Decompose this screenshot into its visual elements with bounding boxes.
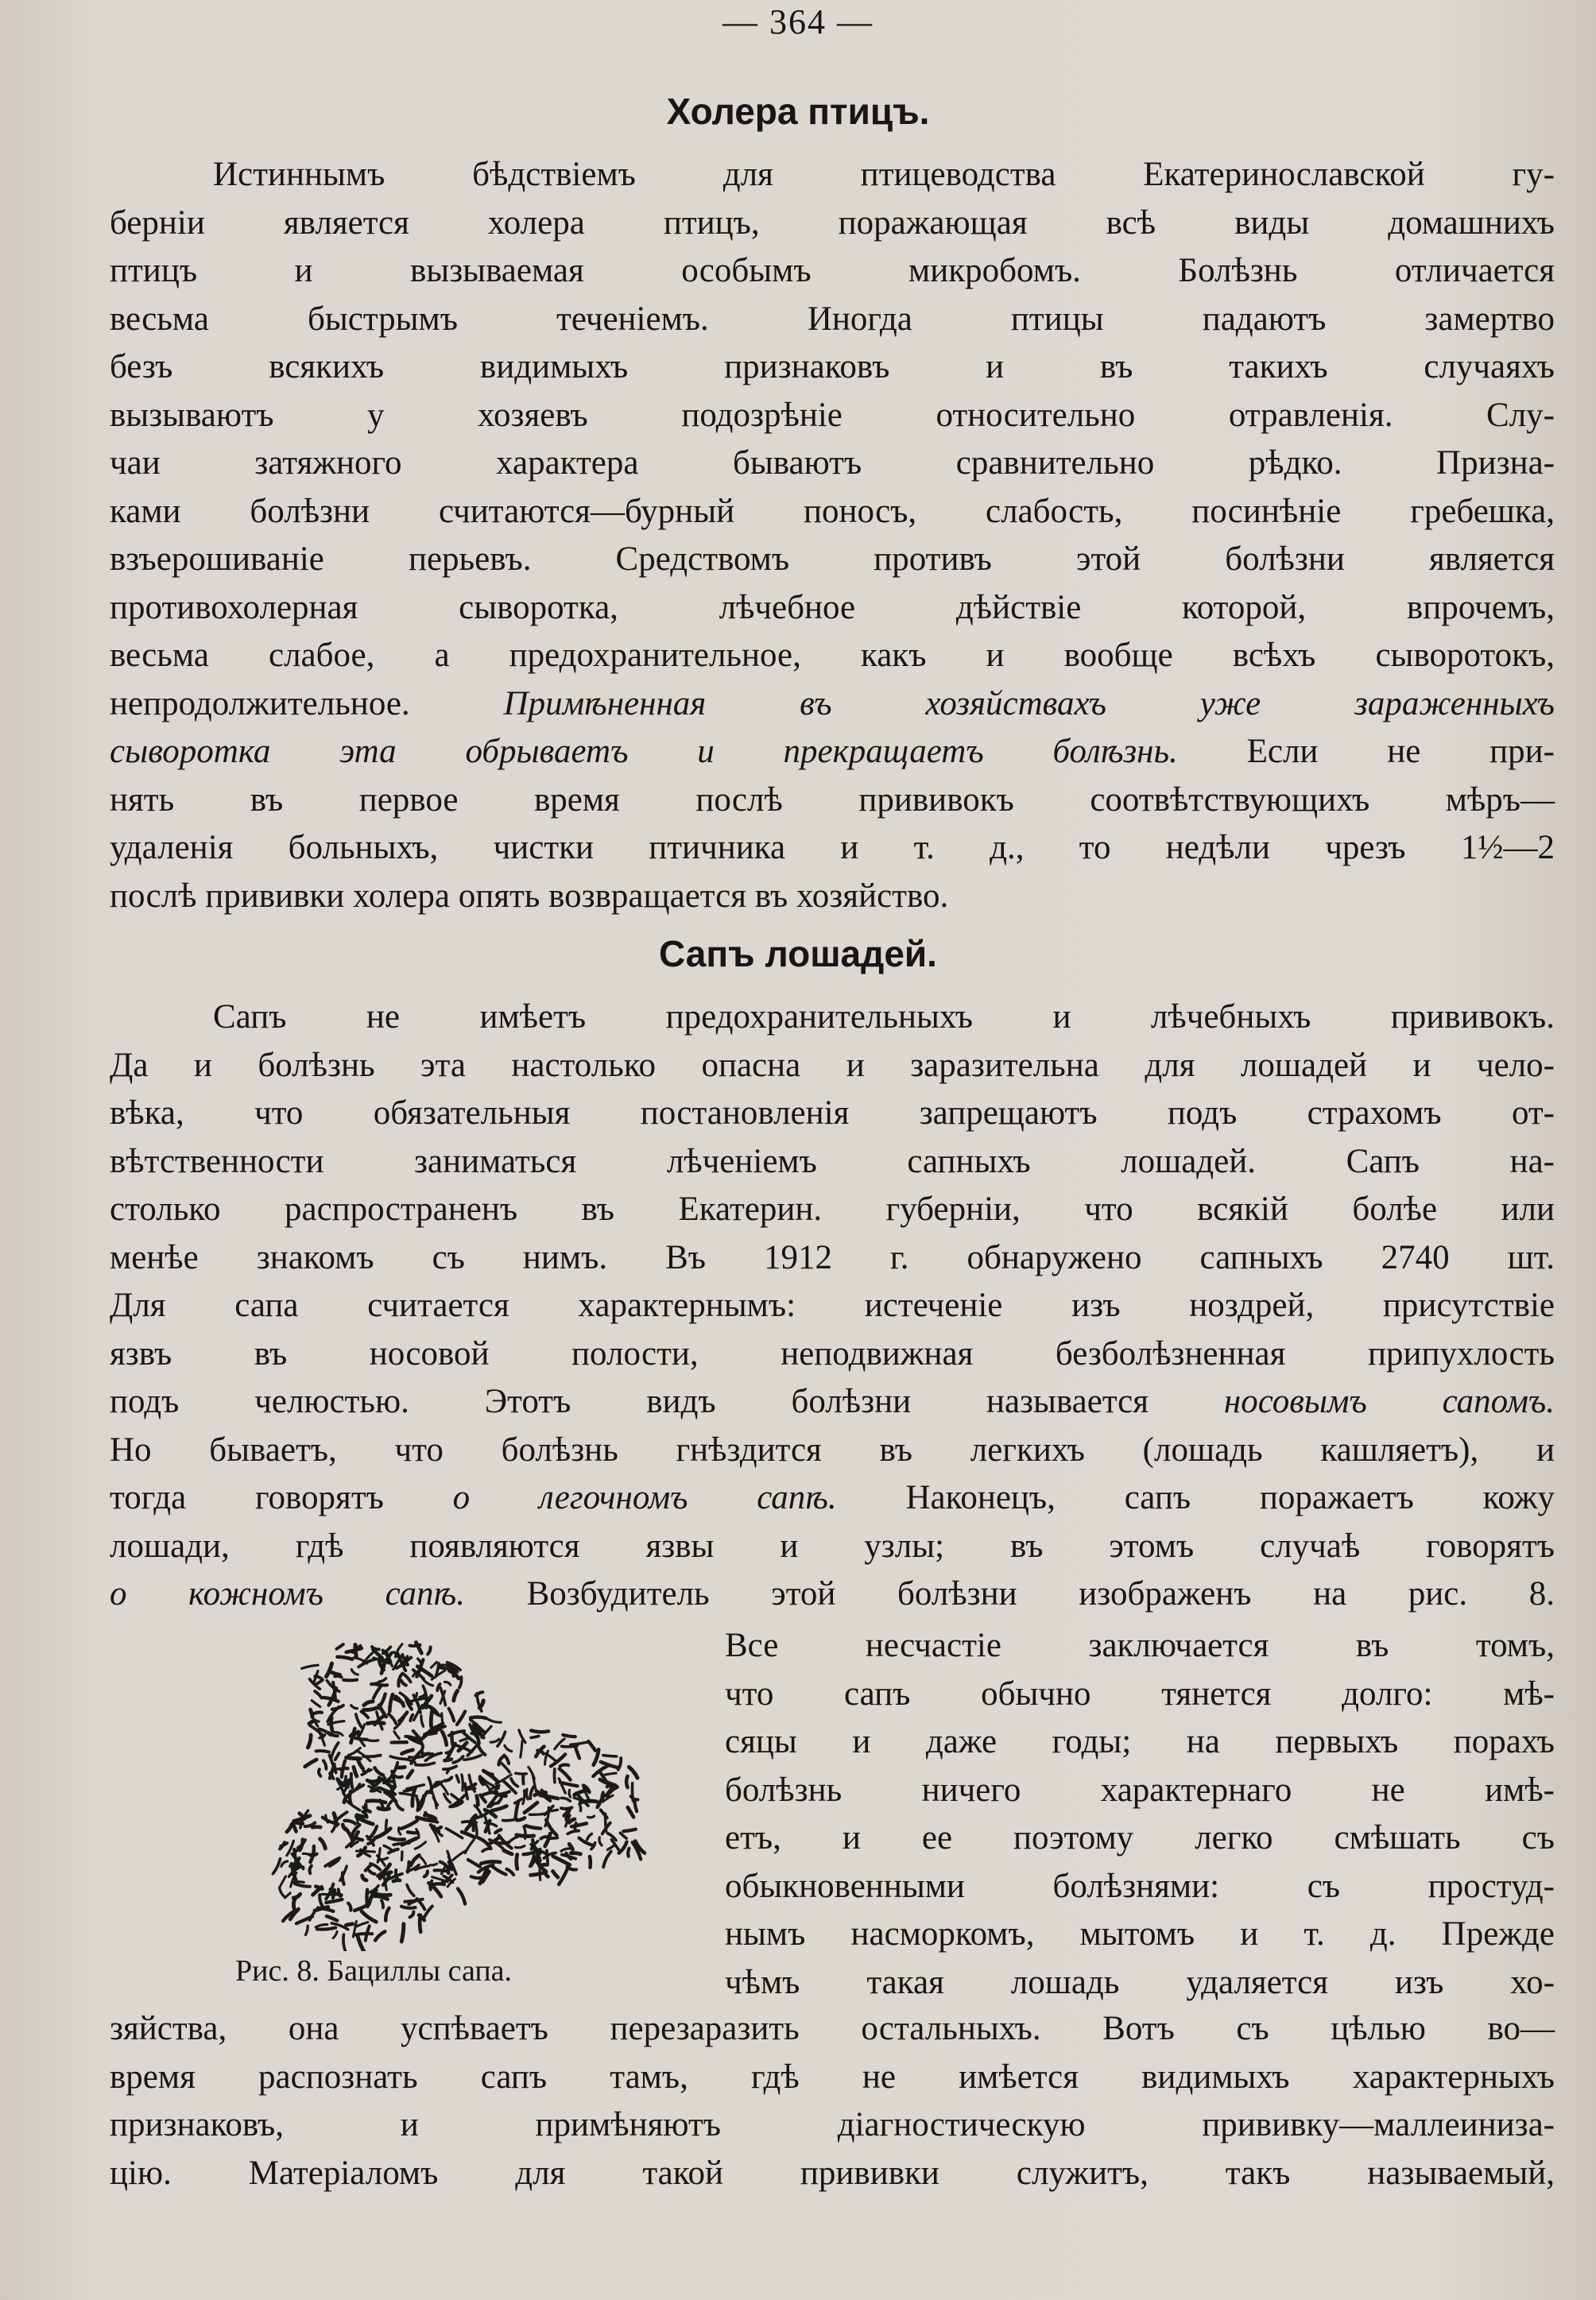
bacillus-mark — [358, 1935, 364, 1951]
bacillus-mark — [579, 1804, 581, 1811]
bacillus-mark — [511, 1779, 517, 1787]
bacillus-mark — [467, 1788, 475, 1789]
bacillus-mark — [285, 1893, 291, 1898]
bacillus-mark — [442, 1713, 443, 1727]
bacillus-mark — [605, 1773, 616, 1775]
bacillus-mark — [287, 1825, 292, 1832]
bacillus-mark — [462, 1775, 463, 1791]
bacillus-mark — [529, 1814, 547, 1815]
section-heading-fowl-cholera: Холера птицъ. — [666, 91, 930, 132]
bacillus-mark — [273, 1859, 280, 1874]
bacillus-mark — [292, 1823, 296, 1831]
bacillus-mark — [364, 1702, 373, 1706]
bacillus-mark — [348, 1903, 351, 1911]
bacillus-mark — [316, 1887, 322, 1889]
bacillus-mark — [451, 1795, 461, 1802]
bacillus-mark — [482, 1792, 497, 1796]
bacillus-mark — [418, 1659, 422, 1664]
bacillus-mark — [354, 1767, 357, 1776]
bacillus-mark — [516, 1846, 525, 1848]
bacillus-mark — [521, 1741, 522, 1757]
bacillus-mark — [319, 1769, 320, 1776]
italic-emphasis: Примѣненная въ хозяйствахъ уже зараженныхъ — [503, 684, 1555, 722]
bacillus-mark — [492, 1806, 507, 1810]
bacillus-mark — [364, 1708, 378, 1710]
text-line: Для сапа считается характернымъ: истеченіе изъ ноздрей, присутствіе — [110, 1287, 1555, 1324]
bacillus-mark — [317, 1928, 335, 1930]
bacillus-mark — [374, 1685, 382, 1698]
bacillus-mark — [444, 1767, 456, 1770]
bacillus-mark — [575, 1823, 576, 1831]
bacillus-mark — [397, 1804, 403, 1810]
text-line: вѣтственности заниматься лѣченіемъ сапныхъ лошадей. Сапъ на- — [110, 1142, 1555, 1180]
section-heading-glanders: Сапъ лошадей. — [659, 933, 937, 974]
bacillus-mark — [356, 1714, 362, 1729]
bacillus-mark — [416, 1763, 435, 1765]
bacillus-mark — [318, 1908, 333, 1911]
bacillus-mark — [392, 1763, 397, 1775]
bacillus-mark — [568, 1831, 579, 1834]
bacillus-mark — [495, 1842, 509, 1843]
text-line: тогда говорятъ о легочномъ сапѣ. Наконецъ, сапъ поражаетъ кожу — [110, 1479, 1555, 1516]
bacillus-mark — [343, 1934, 346, 1951]
bacillus-mark — [471, 1733, 478, 1734]
bacillus-mark — [401, 1821, 417, 1829]
bacillus-mark — [367, 1722, 384, 1723]
bacillus-mark — [358, 1818, 373, 1824]
bacillus-mark — [471, 1876, 482, 1878]
text-line: язвъ въ носовой полости, неподвижная безболѣзненная припухлость — [110, 1334, 1555, 1373]
bacillus-mark — [451, 1733, 453, 1748]
bacillus-mark — [302, 1665, 319, 1668]
bacillus-mark — [293, 1882, 304, 1883]
bacillus-mark — [550, 1838, 558, 1839]
bacillus-mark — [316, 1751, 330, 1752]
text-line: чѣмъ такая лошадь удаляется изъ хо- — [725, 1963, 1555, 2001]
bacillus-mark — [505, 1745, 512, 1751]
bacillus-mark — [347, 1924, 353, 1926]
bacillus-mark — [410, 1912, 414, 1918]
bacillus-mark — [389, 1714, 396, 1724]
bacillus-mark — [531, 1737, 539, 1738]
bacilli-illustration-icon — [223, 1633, 652, 1951]
bacillus-mark — [619, 1842, 627, 1853]
bacillus-mark — [446, 1749, 451, 1752]
text-line: весьма слабое, а предохранительное, какъ и вообще всѣхъ сыворотокъ, — [110, 637, 1555, 674]
bacillus-mark — [379, 1679, 386, 1682]
text-line: етъ, и ее поэтому легко смѣшать съ — [725, 1819, 1555, 1857]
bacillus-mark — [560, 1764, 568, 1766]
text-line: время распознать сапъ тамъ, гдѣ не имѣется видимыхъ характерныхъ — [110, 2058, 1555, 2096]
bacillus-mark — [399, 1713, 407, 1721]
bacillus-mark — [401, 1681, 406, 1686]
bacillus-mark — [356, 1838, 362, 1841]
bacillus-mark — [356, 1851, 374, 1852]
bacillus-mark — [385, 1908, 389, 1921]
text-line: лошади, гдѣ появляются язвы и узлы; въ этомъ случаѣ говорятъ — [110, 1527, 1555, 1565]
bacillus-mark — [603, 1852, 611, 1868]
bacillus-mark — [331, 1717, 333, 1731]
bacillus-mark — [293, 1898, 295, 1909]
bacillus-mark — [367, 1801, 385, 1802]
bacillus-mark — [560, 1769, 571, 1780]
bacillus-mark — [607, 1845, 615, 1849]
bacillus-mark — [394, 1732, 399, 1739]
text-line: подъ челюстью. Этотъ видъ болѣзни называется носовымъ сапомъ. — [110, 1383, 1555, 1420]
bacillus-mark — [344, 1821, 355, 1824]
bacillus-mark — [456, 1775, 459, 1783]
bacillus-mark — [408, 1771, 413, 1778]
bacillus-mark — [468, 1860, 480, 1867]
bacillus-mark — [316, 1680, 323, 1684]
bacillus-mark — [506, 1869, 513, 1875]
bacillus-mark — [315, 1691, 321, 1698]
bacillus-mark — [523, 1791, 525, 1804]
text-line: цію. Матеріаломъ для такой прививки служитъ, такъ называемый, — [110, 2154, 1555, 2192]
bacillus-mark — [335, 1753, 339, 1760]
text-line: безъ всякихъ видимыхъ признаковъ и въ такихъ случаяхъ — [110, 348, 1555, 385]
text-line: чаи затяжного характера бываютъ сравнительно рѣдко. Призна- — [110, 444, 1555, 482]
bacillus-mark — [526, 1789, 528, 1799]
text-line: столько распространенъ въ Екатерин. губерніи, что всякій болѣе или — [110, 1191, 1555, 1228]
bacillus-mark — [369, 1871, 374, 1874]
text-line: взъерошиваніе перьевъ. Средствомъ противъ этой болѣзни является — [110, 540, 1555, 578]
italic-emphasis: сыворотка эта обрываетъ и прекращаетъ болѣзнь. — [110, 733, 1178, 770]
bacillus-mark — [449, 1709, 454, 1721]
bacillus-mark — [431, 1710, 432, 1726]
bacillus-mark — [394, 1775, 402, 1777]
bacillus-mark — [337, 1644, 343, 1649]
bacillus-mark — [561, 1798, 570, 1801]
bacillus-mark — [492, 1866, 506, 1874]
bacillus-mark — [384, 1845, 393, 1851]
bacillus-mark — [453, 1756, 463, 1763]
bacillus-mark — [445, 1778, 452, 1781]
bacillus-mark — [316, 1925, 327, 1927]
bacillus-mark — [441, 1868, 444, 1874]
bacillus-mark — [503, 1819, 516, 1820]
text-line: птицъ и вызываемая особымъ микробомъ. Болѣзнь отличается — [110, 252, 1555, 289]
bacillus-mark — [587, 1833, 592, 1840]
bacillus-mark — [442, 1732, 447, 1745]
text-line: Но бываетъ, что болѣзнь гнѣздится въ легкихъ (лошадь кашляетъ), и — [110, 1431, 1555, 1469]
paragraph-fowl-cholera — [110, 151, 1555, 920]
bacillus-mark — [407, 1885, 414, 1896]
bacillus-mark — [305, 1760, 317, 1767]
bacillus-mark — [628, 1849, 629, 1857]
bacillus-mark — [362, 1911, 376, 1922]
text-line: Да и болѣзнь эта настолько опасна и заразительна для лошадей и чело- — [110, 1046, 1555, 1084]
paragraph-glanders — [110, 993, 1555, 1619]
bacillus-mark — [559, 1779, 565, 1793]
italic-emphasis: носовымъ сапомъ. — [1223, 1383, 1555, 1420]
bacillus-mark — [295, 1884, 310, 1887]
bacillus-mark — [446, 1829, 462, 1838]
bacillus-mark — [629, 1767, 637, 1778]
bacillus-mark — [504, 1850, 512, 1854]
bacillus-mark — [517, 1835, 534, 1836]
bacillus-mark — [517, 1818, 525, 1820]
paragraph-glanders-wrap — [725, 1622, 1555, 2007]
bacillus-mark — [471, 1717, 486, 1718]
bacillus-mark — [333, 1931, 337, 1938]
bacillus-mark — [424, 1872, 428, 1877]
bacillus-mark — [363, 1770, 371, 1771]
bacillus-mark — [428, 1648, 430, 1655]
bacillus-mark — [355, 1644, 357, 1656]
bacillus-mark — [430, 1864, 436, 1865]
bacillus-mark — [588, 1816, 595, 1818]
paragraph-glanders-tail — [110, 2005, 1555, 2197]
bacillus-mark — [347, 1757, 361, 1758]
bacillus-mark — [357, 1815, 364, 1817]
bacillus-mark — [497, 1791, 509, 1795]
bacillus-mark — [620, 1833, 626, 1838]
bacillus-mark — [477, 1796, 478, 1806]
italic-emphasis: о легочномъ сапѣ. — [452, 1479, 837, 1516]
text-line: послѣ прививки холера опять возвращается въ хозяйство. — [110, 877, 949, 915]
text-line: весьма быстрымъ теченіемъ. Иногда птицы падаютъ замертво — [110, 300, 1555, 338]
bacillus-mark — [575, 1746, 579, 1758]
text-line: Истиннымъ бѣдствіемъ для птицеводства Екатеринославской гу- — [213, 156, 1555, 193]
bacillus-mark — [308, 1735, 311, 1748]
bacillus-mark — [421, 1716, 424, 1726]
bacillus-mark — [571, 1853, 580, 1854]
bacillus-mark — [415, 1842, 425, 1849]
bacillus-mark — [571, 1742, 588, 1744]
bacillus-mark — [343, 1680, 357, 1681]
bacillus-mark — [481, 1861, 500, 1863]
bacillus-mark — [401, 1924, 404, 1942]
bacillus-mark — [525, 1802, 537, 1813]
bacillus-mark — [320, 1839, 326, 1849]
bacillus-mark — [409, 1645, 420, 1646]
text-line: обыкновенными болѣзнями: съ простуд- — [725, 1867, 1555, 1905]
bacillus-mark — [490, 1739, 499, 1742]
bacillus-mark — [530, 1787, 534, 1799]
bacillus-mark — [333, 1890, 335, 1898]
text-line: менѣе знакомъ съ нимъ. Въ 1912 г. обнаружено сапныхъ 2740 шт. — [110, 1238, 1555, 1276]
bacillus-mark — [445, 1682, 451, 1685]
bacillus-mark — [569, 1790, 571, 1797]
bacillus-mark — [326, 1899, 342, 1903]
bacillus-mark — [411, 1855, 420, 1865]
bacillus-mark — [599, 1837, 602, 1845]
bacillus-mark — [351, 1706, 358, 1709]
bacillus-mark — [536, 1857, 538, 1863]
text-line: что сапъ обычно тянется долго: мѣ- — [725, 1675, 1555, 1713]
bacillus-mark — [402, 1674, 410, 1682]
figure-caption: Рис. 8. Бациллы сапа. — [235, 1954, 513, 1988]
bacillus-mark — [339, 1889, 341, 1896]
bacillus-mark — [410, 1715, 413, 1721]
bacillus-mark — [590, 1857, 591, 1868]
bacillus-mark — [540, 1837, 547, 1839]
bacillus-mark — [453, 1850, 467, 1861]
bacillus-mark — [312, 1701, 320, 1707]
bacillus-mark — [526, 1826, 541, 1828]
bacillus-mark — [346, 1800, 360, 1810]
bacillus-mark — [342, 1761, 345, 1778]
text-line: вызываютъ у хозяевъ подозрѣніе относительно отравленія. Слу- — [110, 396, 1555, 434]
text-line: сяцы и даже годы; на первыхъ порахъ — [725, 1723, 1555, 1760]
bacillus-mark — [280, 1888, 285, 1897]
bacillus-mark — [487, 1719, 502, 1723]
bacillus-mark — [540, 1864, 548, 1866]
bacillus-mark — [309, 1866, 311, 1874]
bacillus-mark — [562, 1745, 578, 1746]
bacillus-mark — [504, 1756, 509, 1764]
text-line: непродолжительное. Примѣненная въ хозяйствахъ уже зараженныхъ — [110, 684, 1555, 722]
text-line: противохолерная сыворотка, лѣчебное дѣйствіе которой, впрочемъ, — [110, 588, 1555, 626]
bacillus-mark — [409, 1756, 424, 1758]
bacillus-mark — [607, 1787, 618, 1795]
bacillus-mark — [628, 1807, 633, 1817]
bacillus-mark — [439, 1667, 458, 1669]
bacillus-mark — [314, 1712, 322, 1713]
bacillus-mark — [320, 1895, 323, 1907]
bacillus-mark — [420, 1857, 425, 1864]
bacillus-mark — [362, 1876, 367, 1880]
text-line: нымъ насморкомъ, мытомъ и т. д. Прежде — [725, 1915, 1555, 1953]
bacillus-mark — [382, 1900, 383, 1907]
text-line: сыворотка эта обрываетъ и прекращаетъ болѣзнь. Если не при- — [110, 733, 1555, 770]
bacillus-mark — [303, 1853, 310, 1854]
text-line: о кожномъ сапѣ. Возбудитель этой болѣзни изображенъ на рис. 8. — [110, 1575, 1555, 1613]
bacillus-mark — [355, 1922, 368, 1927]
bacillus-mark — [561, 1849, 571, 1851]
bacillus-mark — [454, 1690, 458, 1700]
bacillus-mark — [490, 1803, 498, 1807]
bacillus-mark — [371, 1683, 379, 1684]
bacillus-mark — [332, 1673, 340, 1675]
bacillus-mark — [588, 1741, 595, 1750]
bacillus-mark — [306, 1926, 308, 1934]
bacillus-mark — [563, 1735, 575, 1737]
bacillus-mark — [338, 1657, 353, 1659]
text-line: зяйства, она успѣваетъ перезаразить остальныхъ. Вотъ съ цѣлью во— — [110, 2010, 1555, 2047]
bacillus-mark — [312, 1827, 320, 1828]
bacillus-mark — [457, 1711, 465, 1725]
text-line: признаковъ, и примѣняютъ діагностическую прививку—маллеиниза- — [110, 2106, 1555, 2143]
bacillus-mark — [569, 1819, 575, 1822]
bacillus-mark — [516, 1773, 527, 1774]
bacillus-mark — [350, 1791, 351, 1804]
bacillus-mark — [623, 1830, 635, 1832]
bacillus-mark — [431, 1662, 436, 1667]
bacillus-mark — [389, 1837, 404, 1840]
bacillus-mark — [478, 1745, 486, 1755]
bacillus-mark — [388, 1801, 392, 1806]
bacillus-mark — [327, 1663, 332, 1677]
bacillus-mark — [531, 1730, 548, 1732]
text-line: нять въ первое время послѣ прививокъ соотвѣтствующихъ мѣръ— — [110, 780, 1555, 819]
italic-emphasis: о кожномъ сапѣ. — [110, 1575, 465, 1613]
bacillus-mark — [401, 1907, 416, 1908]
text-line: берніи является холера птицъ, поражающая всѣ виды домашнихъ — [110, 203, 1555, 242]
bacillus-mark — [462, 1832, 475, 1837]
bacillus-mark — [422, 1747, 423, 1754]
bacillus-mark — [323, 1760, 327, 1768]
bacillus-mark — [374, 1768, 383, 1775]
text-line: вѣка, что обязательныя постановленія запрещаютъ подъ страхомъ от- — [110, 1094, 1555, 1132]
bacillus-mark — [370, 1864, 380, 1870]
bacillus-mark — [351, 1670, 358, 1675]
bacillus-mark — [559, 1868, 568, 1884]
text-line: болѣзнь ничего характернаго не имѣ- — [725, 1771, 1555, 1809]
bacillus-mark — [401, 1852, 402, 1861]
bacillus-mark — [280, 1876, 286, 1888]
bacillus-mark — [408, 1737, 419, 1738]
bacillus-mark — [458, 1888, 465, 1903]
bacillus-mark — [444, 1794, 451, 1802]
bacillus-mark — [632, 1783, 633, 1801]
text-line: Сапъ не имѣетъ предохранительныхъ и лѣчебныхъ прививокъ. — [213, 998, 1555, 1036]
bacillus-mark — [385, 1820, 386, 1832]
page-number: — 364 — — [722, 2, 874, 41]
bacillus-mark — [375, 1931, 385, 1940]
bacillus-mark — [281, 1861, 288, 1866]
bacillus-mark — [553, 1871, 558, 1877]
text-line: ками болѣзни считаются—бурный поносъ, слабость, посинѣніе гребешка, — [110, 492, 1555, 530]
bacillus-mark — [626, 1776, 627, 1787]
bacillus-mark — [561, 1807, 571, 1809]
text-line: удаленія больныхъ, чистки птичника и т. д., то недѣли чрезъ 1½—2 — [110, 829, 1555, 866]
bacillus-mark — [402, 1750, 413, 1754]
bacillus-mark — [495, 1830, 501, 1833]
bacillus-mark — [618, 1758, 622, 1770]
text-line: Все несчастіе заключается въ томъ, — [725, 1627, 1555, 1664]
bacillus-mark — [390, 1756, 408, 1760]
bacillus-mark — [373, 1893, 391, 1895]
bacillus-mark — [362, 1712, 369, 1718]
bacillus-mark — [389, 1694, 393, 1711]
bacillus-mark — [327, 1916, 337, 1921]
bacillus-mark — [408, 1832, 418, 1833]
